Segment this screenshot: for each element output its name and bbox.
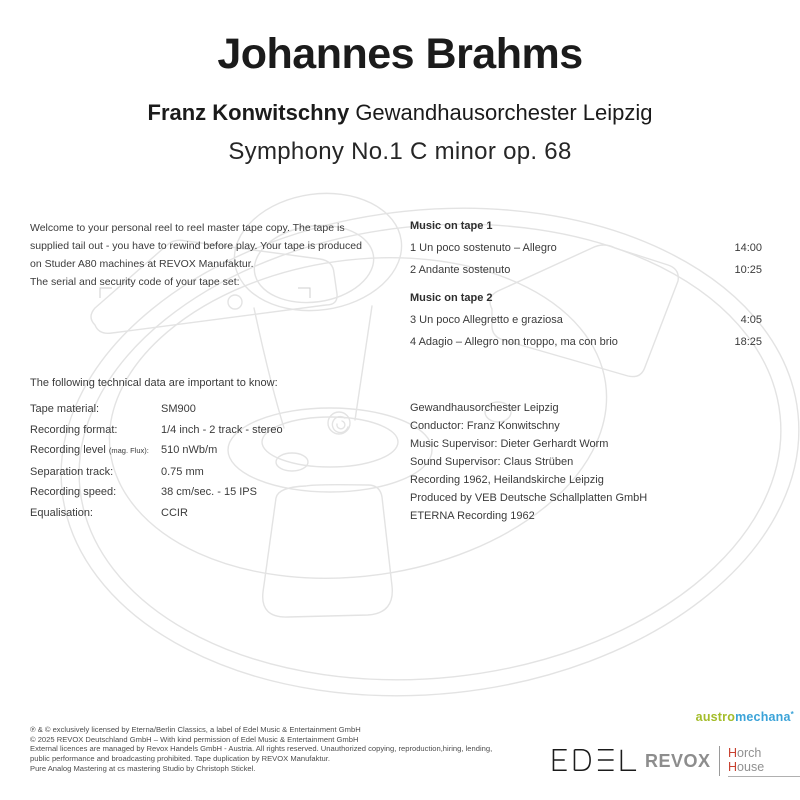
legal-line: External licences are managed by Revox Handels GmbH - Austria. All rights reserved. Unauthorized copying, reproduction,hiring, lending,: [30, 744, 493, 754]
tape2-heading: Music on tape 2: [410, 292, 493, 304]
intro-line: supplied tail out - you have to rewind before play. Your tape is produced: [30, 240, 362, 252]
track-row: [410, 309, 762, 331]
track-duration: 18:25: [734, 336, 762, 348]
tech-label: Separation track:: [30, 465, 114, 478]
tech-value: 38 cm/sec. - 15 IPS: [161, 486, 257, 498]
tape1-heading: Music on tape 1: [410, 220, 493, 232]
horch-house-logo: Horch House: [728, 746, 800, 777]
intro-line: Welcome to your personal reel to reel master tape copy. The tape is: [30, 222, 345, 234]
credits-line: Conductor: Franz Konwitschny: [410, 420, 560, 432]
track-row: [410, 259, 762, 281]
intro-paragraph: [30, 219, 362, 291]
tech-value: SM900: [161, 403, 196, 415]
credits-line: Music Supervisor: Dieter Gerhardt Worm: [410, 438, 609, 450]
revox-logo: REVOX: [645, 750, 711, 771]
legal-line: ℗ & © exclusively licensed by Eterna/Berlin Classics, a label of Edel Music & Entertainment GmbH: [30, 725, 361, 734]
track-title: 2 Andante sostenuto: [410, 264, 511, 276]
tracklist: [410, 215, 762, 353]
track-duration: 10:25: [734, 264, 762, 276]
tech-row: [30, 420, 283, 441]
credits-line: Gewandhausorchester Leipzig: [410, 402, 559, 414]
track-duration: 14:00: [734, 242, 762, 254]
tech-value: 0.75 mm: [161, 465, 204, 478]
orchestra-name: Gewandhausorchester Leipzig: [355, 100, 653, 125]
legal-line: Pure Analog Mastering at cs mastering Studio by Christoph Stickel.: [30, 763, 256, 773]
tech-row: [30, 482, 283, 503]
tech-label-fineprint: (mag. Flux):: [108, 446, 149, 455]
track-row: [410, 331, 762, 353]
tech-label: Equalisation:: [30, 506, 93, 519]
revox-horch-house-logos: [645, 744, 800, 778]
tech-label: Tape material:: [30, 403, 100, 415]
technical-heading: The following technical data are important to know:: [30, 377, 278, 389]
track-duration: 4:05: [740, 314, 762, 326]
tech-value: CCIR: [161, 506, 188, 519]
composer-title: Johannes Brahms: [217, 30, 583, 78]
technical-table: [30, 399, 283, 523]
tech-row: [30, 440, 283, 462]
credits: [410, 399, 647, 525]
legal-text: [30, 725, 492, 774]
logo-divider: [719, 746, 720, 776]
track-title: 3 Un poco Allegretto e graziosa: [410, 314, 563, 326]
tech-value: 1/4 inch - 2 track - stereo: [161, 423, 283, 436]
performers-line: [0, 100, 800, 126]
austromechana-logo: austromechana*: [695, 710, 794, 724]
track-row: [410, 237, 762, 259]
tech-value: 510 nWb/m: [161, 444, 218, 456]
tech-label: Recording speed:: [30, 486, 117, 498]
credits-line: Produced by VEB Deutsche Schallplatten GmbH: [410, 492, 648, 504]
credits-line: Sound Supervisor: Claus Strüben: [410, 456, 574, 468]
work-title: Symphony No.1 C minor op. 68: [228, 138, 572, 165]
conductor-name: Franz Konwitschny: [147, 100, 350, 125]
legal-line: public performance and broadcasting prohibited. Tape duplication by REVOX Manufaktur.: [30, 754, 330, 764]
edel-logo: [552, 747, 638, 778]
track-title: 1 Un poco sostenuto – Allegro: [410, 242, 557, 254]
legal-line: © 2025 REVOX Deutschland GmbH – With kind permission of Edel Music & Entertainment GmbH: [30, 734, 359, 744]
credits-line: ETERNA Recording 1962: [410, 510, 535, 522]
tech-row: [30, 503, 283, 524]
tech-row: [30, 399, 283, 420]
serial-note: The serial and security code of your tape set:: [30, 276, 240, 288]
tech-label: Recording level (mag. Flux):: [30, 444, 149, 456]
credits-line: Recording 1962, Heilandskirche Leipzig: [410, 474, 604, 486]
tech-label: Recording format:: [30, 423, 118, 436]
intro-line: on Studer A80 machines at REVOX Manufaktur.: [30, 258, 254, 270]
track-title: 4 Adagio – Allegro non troppo, ma con brio: [410, 336, 618, 348]
tech-row: [30, 462, 283, 483]
